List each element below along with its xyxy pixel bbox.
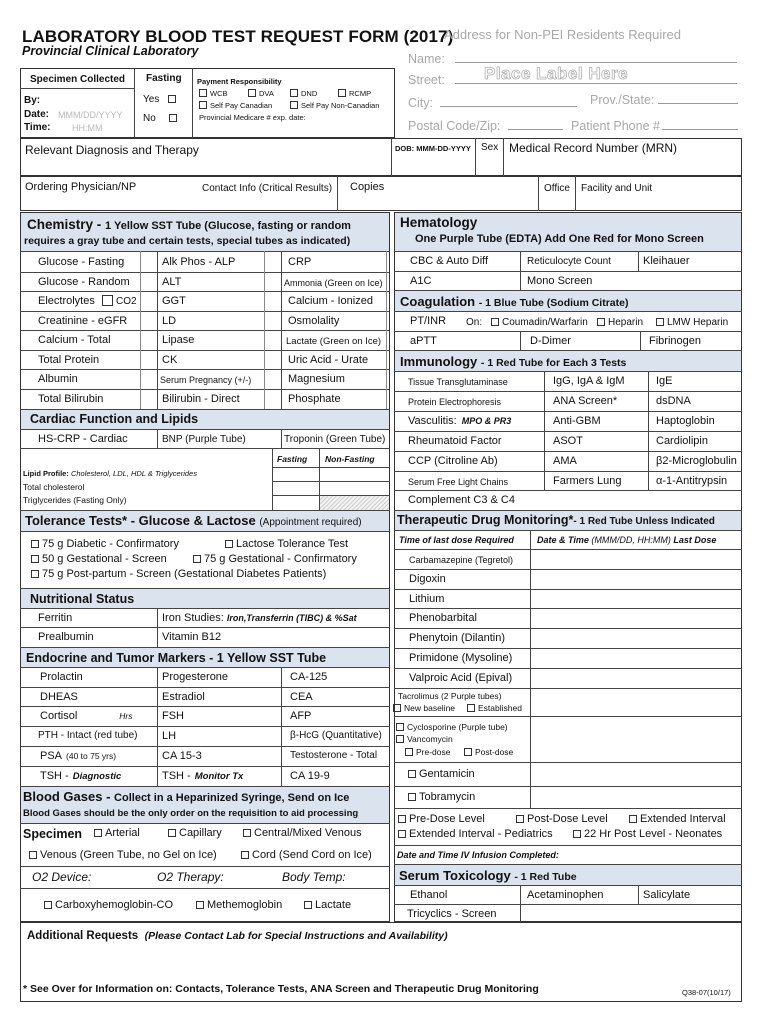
immuno-test-col1-6[interactable]: Complement C3 & C4 <box>408 494 515 506</box>
immuno-test-col3-3[interactable]: Cardiolipin <box>656 435 708 447</box>
time-placeholder[interactable]: HH:MM <box>72 123 103 133</box>
chem-test-col3-4[interactable]: Lactate (Green on Ice) <box>286 336 382 347</box>
date-placeholder[interactable]: MMM/DD/YYYY <box>58 110 123 120</box>
pay-wcb[interactable]: WCB <box>199 89 228 98</box>
o2-device-label: O2 Device: <box>32 870 92 884</box>
checkbox-icon[interactable] <box>169 114 177 122</box>
city-line[interactable] <box>440 106 577 107</box>
payment-label: Payment Responsibility <box>197 77 282 86</box>
tdm-drug-6[interactable]: Valproic Acid (Epival) <box>409 672 513 684</box>
immuno-test-col2-4[interactable]: AMA <box>553 455 577 467</box>
see-over-note: * See Over for Information on: Contacts, Tolerance Tests, ANA Screen and Therapeutic Drug Monitoring <box>23 983 539 995</box>
checkbox-icon[interactable] <box>573 830 581 838</box>
immuno-test-col1-4[interactable]: CCP (Citroline Ab) <box>408 455 498 467</box>
lipid-profile[interactable]: Lipid Profile: Cholesterol, LDL, HDL & Triglycerides <box>23 469 197 478</box>
chem-test-col1-7[interactable]: Total Bilirubin <box>38 393 104 405</box>
city-label: City: <box>408 96 433 110</box>
pay-dva[interactable]: DVA <box>248 89 274 98</box>
checkbox-icon[interactable] <box>393 704 401 712</box>
form-number: Q38-07(10/17) <box>682 988 731 997</box>
troponin-test[interactable]: Troponin (Green Tube) <box>284 434 386 445</box>
tdm-date-time: Date & Time (MMM/DD, HH:MM) Last Dose <box>537 535 717 545</box>
prealbumin-test[interactable]: Prealbumin <box>38 631 94 643</box>
fasting-col-header: Fasting <box>277 454 308 464</box>
checkbox-icon[interactable] <box>491 318 499 326</box>
chem-test-col3-1[interactable]: Ammonia (Green on Ice) <box>284 278 383 288</box>
postal-line[interactable] <box>508 129 563 130</box>
gentamicin[interactable]: Gentamicin <box>408 768 475 780</box>
checkbox-icon[interactable] <box>168 829 176 837</box>
checkbox-icon[interactable] <box>199 89 207 97</box>
date-label: Date: <box>24 109 50 120</box>
coag-heparin[interactable]: Heparin <box>597 317 643 328</box>
mrn-label: Medical Record Number (MRN) <box>509 141 678 155</box>
pre-dose-level[interactable]: Pre-Dose Level <box>398 813 485 825</box>
checkbox-icon[interactable] <box>196 901 204 909</box>
endo-test-col3-0[interactable]: CA-125 <box>290 671 328 683</box>
tol-lactose[interactable]: Lactose Tolerance Test <box>225 538 348 550</box>
checkbox-icon[interactable] <box>225 540 233 548</box>
bg-carboxyhemoglobin[interactable]: Carboxyhemoglobin-CO <box>44 899 173 911</box>
chem-test-col3-5[interactable]: Uric Acid - Urate <box>288 354 369 366</box>
coag-on-label: On: <box>466 317 483 328</box>
chem-test-col1-2[interactable]: Electrolytes <box>38 295 95 307</box>
chemistry-title: Chemistry - 1 Yellow SST Tube (Glucose, fasting or random <box>27 217 351 232</box>
place-label-here: Place Label Here <box>484 64 629 83</box>
sex-label: Sex <box>481 142 499 153</box>
diagnosis-label: Relevant Diagnosis and Therapy <box>25 143 199 157</box>
checkbox-icon[interactable] <box>31 540 39 548</box>
address-note: Address for Non-PEI Residents Required <box>444 27 682 42</box>
checkbox-icon[interactable] <box>29 851 37 859</box>
chem-test-col3-0[interactable]: CRP <box>288 256 312 268</box>
chem-test-col3-7[interactable]: Phosphate <box>288 393 341 405</box>
endo-test-col2-1[interactable]: Estradiol <box>162 691 205 703</box>
mono-screen[interactable]: Mono Screen <box>527 275 593 287</box>
immuno-test-col2-1[interactable]: ANA Screen* <box>553 395 618 407</box>
chem-test-col1-4[interactable]: Calcium - Total <box>38 334 111 346</box>
hatched-cell <box>319 496 389 510</box>
vanco-predose[interactable]: Pre-dose <box>405 747 451 757</box>
bg-lactate[interactable]: Lactate <box>304 899 351 911</box>
immuno-test-col1-3[interactable]: Rheumatoid Factor <box>408 435 502 447</box>
bg-capillary[interactable]: Capillary <box>168 827 222 839</box>
chem-test-col1-3[interactable]: Creatinine - eGFR <box>38 315 128 327</box>
immuno-test-col3-4[interactable]: β2-Microglobulin <box>656 455 737 467</box>
checkbox-icon[interactable] <box>168 95 176 103</box>
tacro-established[interactable]: Established <box>467 703 522 713</box>
checkbox-icon[interactable] <box>467 704 475 712</box>
hematology-title: Hematology <box>400 215 478 230</box>
immuno-test-col1-2[interactable]: Vasculitis: MPO & PR3 <box>408 415 512 427</box>
pay-dnd[interactable]: DND <box>290 89 317 98</box>
endo-test-col1-4[interactable]: PSA (40 to 75 yrs) <box>40 750 117 762</box>
tdm-drug-1[interactable]: Digoxin <box>409 573 446 585</box>
pay-rcmp[interactable]: RCMP <box>338 89 371 98</box>
chem-test-col1-5[interactable]: Total Protein <box>38 354 100 366</box>
endo-test-col3-1[interactable]: CEA <box>290 691 313 703</box>
immuno-test-col3-5[interactable]: α-1-Antitrypsin <box>656 475 728 487</box>
endo-test-col2-5[interactable]: TSH - Monitor Tx <box>162 770 244 782</box>
fasting-no[interactable]: No <box>143 113 180 124</box>
endo-test-col2-4[interactable]: CA 15-3 <box>162 750 202 762</box>
bg-methemoglobin[interactable]: Methemoglobin <box>196 899 282 911</box>
office-label: Office <box>544 183 570 194</box>
facility-label: Facility and Unit <box>581 183 653 194</box>
immuno-test-col2-0[interactable]: IgG, IgA & IgM <box>553 375 625 387</box>
chem-test-col2-3[interactable]: LD <box>162 315 177 327</box>
immuno-test-col1-0[interactable]: Tissue Transglutaminase <box>408 377 508 387</box>
checkbox-icon[interactable] <box>629 815 637 823</box>
iron-studies[interactable]: Iron Studies: Iron,Transferrin (TIBC) & %Sat <box>162 612 357 624</box>
extended-interval-peds[interactable]: Extended Interval - Pediatrics <box>398 828 553 840</box>
phone-label: Patient Phone # <box>571 119 660 133</box>
additional-requests: Additional Requests (Please Contact Lab for Special Instructions and Availability) <box>27 930 448 942</box>
checkbox-icon[interactable] <box>405 748 413 756</box>
checkbox-icon[interactable] <box>94 829 102 837</box>
checkbox-icon[interactable] <box>656 318 664 326</box>
endo-test-col1-2[interactable]: Cortisol Hrs <box>40 710 133 722</box>
physician-label: Ordering Physician/NP <box>25 181 137 193</box>
acetaminophen[interactable]: Acetaminophen <box>527 889 604 901</box>
tricyclics-screen[interactable]: Tricyclics - Screen <box>407 908 497 920</box>
endo-test-col3-2[interactable]: AFP <box>290 710 312 722</box>
form-subtitle: Provincial Clinical Laboratory <box>22 44 199 58</box>
checkbox-icon[interactable] <box>31 555 39 563</box>
immuno-test-col1-1[interactable]: Protein Electrophoresis <box>408 397 502 407</box>
infusion-completed: Date and Time IV Infusion Completed: <box>397 850 559 860</box>
tdm-drug-2[interactable]: Lithium <box>409 593 445 605</box>
endo-test-col2-2[interactable]: FSH <box>162 710 184 722</box>
chem-test-col2-4[interactable]: Lipase <box>162 334 195 346</box>
hematology-subtitle: One Purple Tube (EDTA) Add One Red for Mono Screen <box>415 233 704 245</box>
electrolytes-co2[interactable]: CO2 <box>102 295 137 307</box>
checkbox-icon[interactable] <box>304 901 312 909</box>
aptt[interactable]: aPTT <box>410 335 437 347</box>
tol-post-partum[interactable]: 75 g Post-partum - Screen (Gestational Diabetes Patients) <box>31 568 326 580</box>
checkbox-icon[interactable] <box>193 555 201 563</box>
checkbox-icon[interactable] <box>102 295 113 306</box>
chem-test-col1-6[interactable]: Albumin <box>38 373 78 385</box>
checkbox-icon[interactable] <box>338 89 346 97</box>
chem-test-col2-7[interactable]: Bilirubin - Direct <box>162 393 240 405</box>
contact-label: Contact Info (Critical Results) <box>202 183 333 194</box>
checkbox-icon[interactable] <box>44 901 52 909</box>
time-label: Time: <box>24 122 51 133</box>
checkbox-icon[interactable] <box>248 89 256 97</box>
immuno-test-col2-3[interactable]: ASOT <box>553 435 583 447</box>
total-cholesterol[interactable]: Total cholesterol <box>23 482 85 492</box>
vitamin-b12-test[interactable]: Vitamin B12 <box>162 631 222 643</box>
name-label: Name: <box>408 52 445 66</box>
checkbox-icon[interactable] <box>516 815 524 823</box>
tolerance-title: Tolerance Tests* - Glucose & Lactose (Appointment required) <box>25 513 362 528</box>
name-line[interactable] <box>455 62 737 63</box>
checkbox-icon[interactable] <box>464 748 472 756</box>
checkbox-icon[interactable] <box>199 101 207 109</box>
checkbox-icon[interactable] <box>396 723 404 731</box>
chem-test-col2-5[interactable]: CK <box>162 354 178 366</box>
bnp-test[interactable]: BNP (Purple Tube) <box>162 434 246 445</box>
serum-tox-title: Serum Toxicology - 1 Red Tube <box>399 868 577 883</box>
endo-test-col3-4[interactable]: Testosterone - Total <box>290 750 378 761</box>
chem-test-col1-1[interactable]: Glucose - Random <box>38 276 130 288</box>
endo-test-col3-3[interactable]: β-HcG (Quantitative) <box>290 730 382 741</box>
pay-self-canadian[interactable]: Self Pay Canadian <box>199 101 272 110</box>
endocrine-title: Endocrine and Tumor Markers - 1 Yellow SST Tube <box>26 651 327 665</box>
o2-therapy-label: O2 Therapy: <box>157 870 224 884</box>
coag-lmw-heparin[interactable]: LMW Heparin <box>656 317 728 328</box>
street-label: Street: <box>408 73 445 87</box>
chem-test-col3-6[interactable]: Magnesium <box>288 373 345 385</box>
checkbox-icon[interactable] <box>31 570 39 578</box>
bg-cord[interactable]: Cord (Send Cord on Ice) <box>241 849 372 861</box>
chem-test-col1-0[interactable]: Glucose - Fasting <box>38 256 125 268</box>
nonfasting-col-header: Non-Fasting <box>325 454 375 464</box>
medicare-label: Provincial Medicare # exp. date: <box>199 113 306 122</box>
coagulation-title: Coagulation - 1 Blue Tube (Sodium Citrate) <box>400 294 629 309</box>
prov-line[interactable] <box>658 103 738 104</box>
immuno-test-col3-2[interactable]: Haptoglobin <box>656 415 715 427</box>
endo-test-col1-0[interactable]: Prolactin <box>40 671 83 683</box>
endo-test-col3-5[interactable]: CA 19-9 <box>290 770 330 782</box>
cbc-auto-diff[interactable]: CBC & Auto Diff <box>410 255 489 267</box>
fasting-yes[interactable]: Yes <box>143 94 179 105</box>
specimen-collected-label: Specimen Collected <box>30 74 126 85</box>
endo-test-col2-3[interactable]: LH <box>162 730 177 742</box>
chem-test-col2-2[interactable]: GGT <box>162 295 186 307</box>
bg-arterial[interactable]: Arterial <box>94 827 140 839</box>
reticulocyte-count[interactable]: Reticulocyte Count <box>527 256 611 267</box>
immuno-test-col2-2[interactable]: Anti-GBM <box>553 415 601 427</box>
fasting-label: Fasting <box>146 73 182 84</box>
kleihauer[interactable]: Kleihauer <box>643 255 690 267</box>
chem-test-col2-6[interactable]: Serum Pregnancy (+/-) <box>160 375 252 385</box>
extended-interval[interactable]: Extended Interval <box>629 813 726 825</box>
postal-label: Postal Code/Zip: <box>408 119 501 133</box>
phone-line[interactable] <box>662 129 738 130</box>
tol-50g-gestational[interactable]: 50 g Gestational - Screen <box>31 553 167 565</box>
by-label: By: <box>24 95 41 106</box>
tdm-drug-4[interactable]: Phenytoin (Dilantin) <box>409 632 505 644</box>
immunology-title: Immunology - 1 Red Tube for Each 3 Tests <box>400 354 627 369</box>
tacrolimus[interactable]: Tacrolimus (2 Purple tubes) <box>398 691 502 701</box>
checkbox-icon[interactable] <box>398 815 406 823</box>
prov-label: Prov./State: <box>590 93 655 107</box>
form-title: LABORATORY BLOOD TEST REQUEST FORM (2017) <box>22 27 454 46</box>
vanco-postdose[interactable]: Post-dose <box>464 747 513 757</box>
triglycerides[interactable]: Triglycerides (Fasting Only) <box>23 495 127 505</box>
immuno-test-col3-0[interactable]: IgE <box>656 375 673 387</box>
pt-inr[interactable]: PT/INR <box>410 315 447 327</box>
tdm-title: Therapeutic Drug Monitoring*- 1 Red Tube Unless Indicated <box>397 513 715 527</box>
checkbox-icon[interactable] <box>290 101 298 109</box>
bg-central-venous[interactable]: Central/Mixed Venous <box>243 827 362 839</box>
checkbox-icon[interactable] <box>243 829 251 837</box>
chem-test-col3-2[interactable]: Calcium - Ionized <box>288 295 373 307</box>
tdm-drug-0[interactable]: Carbamazepine (Tegretol) <box>409 555 514 565</box>
tobramycin[interactable]: Tobramycin <box>408 791 475 803</box>
checkbox-icon[interactable] <box>290 89 298 97</box>
cyclosporine[interactable]: Cyclosporine (Purple tube) <box>396 722 508 732</box>
immuno-test-col3-1[interactable]: dsDNA <box>656 395 691 407</box>
ferritin-test[interactable]: Ferritin <box>38 612 73 624</box>
chem-test-col3-3[interactable]: Osmolality <box>288 315 340 327</box>
endo-test-col2-0[interactable]: Progesterone <box>162 671 229 683</box>
ethanol[interactable]: Ethanol <box>410 889 448 901</box>
blood-gases-note: Blood Gases should be the only order on the requisition to aid processing <box>23 808 359 819</box>
nutritional-title: Nutritional Status <box>30 592 135 606</box>
immuno-test-col1-5[interactable]: Serum Free Light Chains <box>408 477 509 487</box>
checkbox-icon[interactable] <box>597 318 605 326</box>
checkbox-icon[interactable] <box>408 793 416 801</box>
immuno-test-col2-5[interactable]: Farmers Lung <box>553 475 622 487</box>
checkbox-icon[interactable] <box>396 735 404 743</box>
tdm-drug-3[interactable]: Phenobarbital <box>409 612 477 624</box>
vancomycin[interactable]: Vancomycin <box>396 734 453 744</box>
pay-self-non-canadian[interactable]: Self Pay Non-Canadian <box>290 101 379 110</box>
tdm-drug-5[interactable]: Primidone (Mysoline) <box>409 652 513 664</box>
chemistry-subtitle: requires a gray tube and certain tests, special tubes as indicated) <box>24 235 351 247</box>
coag-coumadin[interactable]: Coumadin/Warfarin <box>491 317 588 328</box>
hscrp-cardiac[interactable]: HS-CRP - Cardiac <box>38 433 128 445</box>
d-dimer[interactable]: D-Dimer <box>530 335 571 347</box>
endo-test-col1-1[interactable]: DHEAS <box>40 691 78 703</box>
a1c[interactable]: A1C <box>410 275 432 287</box>
cardiac-title: Cardiac Function and Lipids <box>30 412 199 426</box>
endo-test-col1-3[interactable]: PTH - Intact (red tube) <box>38 730 138 741</box>
tol-75g-diabetic[interactable]: 75 g Diabetic - Confirmatory <box>31 538 179 550</box>
checkbox-icon[interactable] <box>408 770 416 778</box>
tdm-time-last-dose: Time of last dose Required <box>399 535 514 545</box>
dob-label: DOB: MMM-DD-YYYY <box>395 144 471 153</box>
specimen-label: Specimen <box>23 827 83 841</box>
bg-venous[interactable]: Venous (Green Tube, no Gel on Ice) <box>29 849 217 861</box>
hr22-post-level[interactable]: 22 Hr Post Level - Neonates <box>573 828 722 840</box>
chem-test-col2-1[interactable]: ALT <box>162 276 182 288</box>
endo-test-col1-5[interactable]: TSH - Diagnostic <box>40 770 122 782</box>
post-dose-level[interactable]: Post-Dose Level <box>516 813 608 825</box>
copies-label: Copies <box>350 181 385 193</box>
checkbox-icon[interactable] <box>241 851 249 859</box>
checkbox-icon[interactable] <box>398 830 406 838</box>
chem-test-col2-0[interactable]: Alk Phos - ALP <box>162 256 236 268</box>
fibrinogen[interactable]: Fibrinogen <box>649 335 701 347</box>
tol-75g-gestational[interactable]: 75 g Gestational - Confirmatory <box>193 553 357 565</box>
tacro-new-baseline[interactable]: New baseline <box>393 703 455 713</box>
salicylate[interactable]: Salicylate <box>643 889 691 901</box>
body-temp-label: Body Temp: <box>282 870 346 884</box>
blood-gases-title: Blood Gases - Collect in a Heparinized Syringe, Send on Ice <box>23 789 350 804</box>
